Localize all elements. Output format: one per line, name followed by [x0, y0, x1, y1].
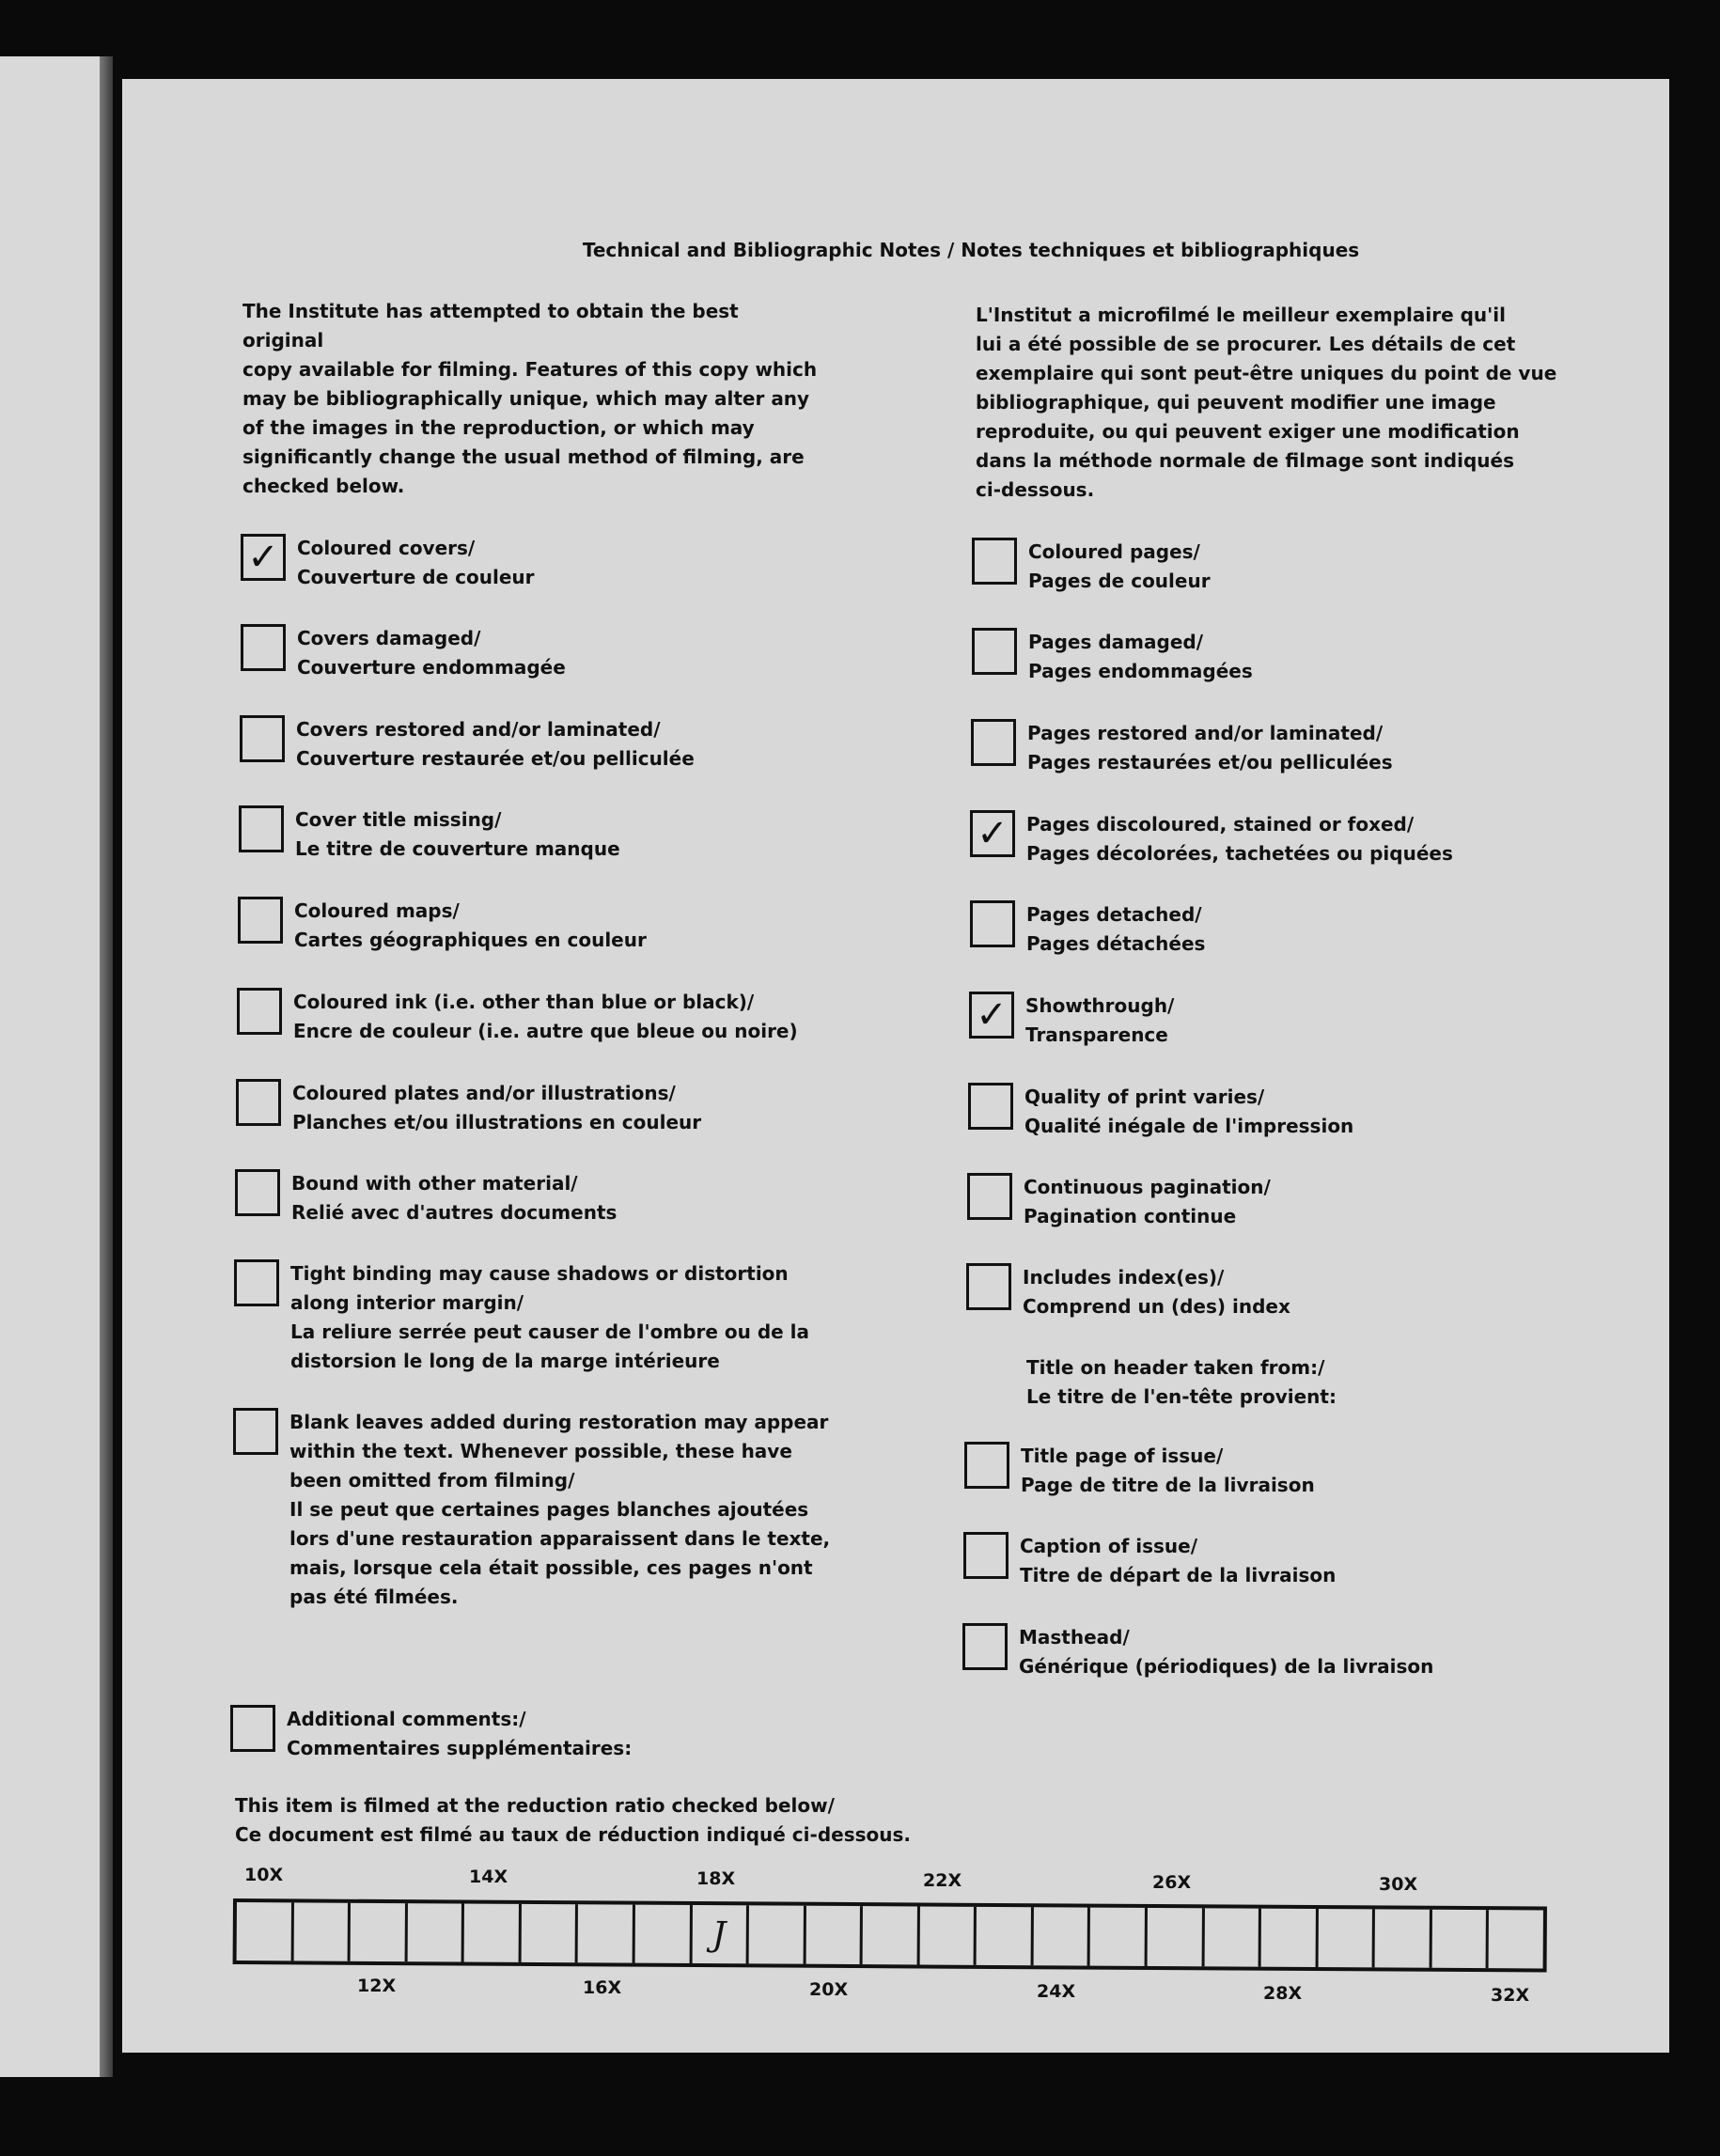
scale-label-bottom: 24X: [1037, 1981, 1076, 2002]
option-showthrough[interactable]: ✓ Showthrough/ Transparence: [969, 992, 1174, 1050]
page-title: Technical and Bibliographic Notes / Notes techniques et bibliographiques: [582, 239, 1360, 261]
scale-cell[interactable]: [1033, 1907, 1090, 1965]
checkbox[interactable]: [970, 900, 1015, 947]
facing-page-edge: [0, 56, 113, 2077]
scale-label-top: 14X: [469, 1867, 508, 1887]
scale-label-top: 22X: [923, 1870, 962, 1891]
scale-cell[interactable]: [351, 1903, 408, 1961]
option-pages-discoloured[interactable]: ✓ Pages discoloured, stained or foxed/ Pages décolorées, tachetées ou piquées: [970, 810, 1453, 868]
option-covers-damaged[interactable]: Covers damaged/ Couverture endommagée: [241, 624, 566, 682]
intro-french: L'Institut a microfilmé le meilleur exemplaire qu'il lui a été possible de se procurer. Les détails de cet exemplaire qui sont peut-être uniques du point de vue bibliographique, qui peuvent modifier une image reproduite, ou qui peuvent exiger une modification dans la méthode normale de filmage sont indiqués ci-dessous.: [976, 304, 1557, 501]
option-quality-of-print[interactable]: Quality of print varies/ Qualité inégale de l'impression: [968, 1083, 1353, 1141]
checkbox[interactable]: [237, 988, 282, 1035]
scale-label-top: 10X: [244, 1865, 284, 1885]
option-masthead[interactable]: Masthead/ Générique (périodiques) de la livraison: [962, 1623, 1433, 1681]
scale-cell[interactable]: [1431, 1910, 1489, 1968]
checkbox[interactable]: [963, 1532, 1009, 1579]
checkbox[interactable]: ✓: [241, 534, 286, 581]
notes-page: [122, 79, 1669, 2053]
scale-cell[interactable]: [635, 1905, 693, 1963]
option-pages-damaged[interactable]: Pages damaged/ Pages endommagées: [972, 628, 1253, 686]
scale-cell[interactable]: [1204, 1908, 1261, 1966]
option-continuous-pagination[interactable]: Continuous pagination/ Pagination continue: [967, 1173, 1271, 1231]
checkbox[interactable]: [972, 628, 1017, 675]
checkbox[interactable]: [234, 1259, 279, 1306]
option-coloured-covers[interactable]: ✓ Coloured covers/ Couverture de couleur: [241, 534, 535, 592]
checkbox[interactable]: [971, 719, 1016, 766]
scale-label-top: 18X: [696, 1868, 736, 1889]
option-pages-detached[interactable]: Pages detached/ Pages détachées: [970, 900, 1205, 959]
scale-cell[interactable]: [1261, 1909, 1319, 1967]
option-additional-comments[interactable]: Additional comments:/ Commentaires supplémentaires:: [230, 1705, 632, 1763]
scale-cell[interactable]: [1090, 1908, 1148, 1966]
scale-cell[interactable]: [1375, 1909, 1432, 1967]
scale-cell[interactable]: [521, 1904, 578, 1962]
scale-cell[interactable]: [464, 1904, 522, 1962]
checkbox[interactable]: [966, 1263, 1011, 1310]
option-coloured-pages[interactable]: Coloured pages/ Pages de couleur: [972, 538, 1211, 596]
option-coloured-ink[interactable]: Coloured ink (i.e. other than blue or black)/ Encre de couleur (i.e. autre que bleue ou noire): [237, 988, 798, 1046]
scale-label-bottom: 20X: [809, 1979, 849, 2000]
scale-cell[interactable]: [977, 1907, 1034, 1965]
option-pages-restored[interactable]: Pages restored and/or laminated/ Pages restaurées et/ou pelliculées: [971, 719, 1393, 777]
option-coloured-plates[interactable]: Coloured plates and/or illustrations/ Planches et/ou illustrations en couleur: [236, 1079, 701, 1137]
option-tight-binding[interactable]: Tight binding may cause shadows or distortion along interior margin/ La reliure serrée peut causer de l'ombre ou de la distorsion le long de la marge intérieure: [234, 1259, 809, 1376]
scale-cell[interactable]: [749, 1905, 806, 1963]
checkbox[interactable]: [239, 805, 284, 852]
checkbox[interactable]: [241, 624, 286, 671]
scale-label-bottom: 32X: [1491, 1985, 1530, 2006]
scale-cell[interactable]: [919, 1906, 977, 1964]
book-spine: [100, 56, 113, 2077]
checkbox[interactable]: [968, 1083, 1013, 1130]
option-caption-of-issue[interactable]: Caption of issue/ Titre de départ de la livraison: [963, 1532, 1336, 1590]
scale-label-bottom: 12X: [357, 1976, 397, 1996]
scale-cell[interactable]: [1489, 1910, 1543, 1968]
option-includes-index[interactable]: Includes index(es)/ Comprend un (des) index: [966, 1263, 1290, 1321]
option-cover-title-missing[interactable]: Cover title missing/ Le titre de couverture manque: [239, 805, 620, 864]
option-blank-leaves[interactable]: Blank leaves added during restoration may appear within the text. Whenever possible, these have been omitted from filming/ Il se peut que certaines pages blanches ajoutées lors d'une restauration apparaissent dans le texte, mais, lorsque cela était possible, ces pages n'ont pas été filmées.: [233, 1408, 830, 1612]
option-covers-restored[interactable]: Covers restored and/or laminated/ Couverture restaurée et/ou pelliculée: [240, 715, 695, 773]
checkbox[interactable]: ✓: [970, 810, 1015, 857]
scale-cell[interactable]: [237, 1902, 294, 1961]
scale-label-bottom: 16X: [583, 1977, 622, 1998]
checkbox[interactable]: [233, 1408, 278, 1455]
option-bound-with-other[interactable]: Bound with other material/ Relié avec d'autres documents: [235, 1169, 617, 1227]
reduction-ratio-note: This item is filmed at the reduction ratio checked below/ Ce document est filmé au taux de réduction indiqué ci-dessous.: [235, 1794, 911, 1846]
scale-cell[interactable]: [293, 1902, 351, 1961]
intro-english: The Institute has attempted to obtain the best original copy available for filming. Features of this copy which may be bibliographically unique, which may alter any of the images in the reproduction, or which may significantly change the usual method of filming, are checked below.: [242, 300, 818, 497]
scale-label-top: 26X: [1152, 1872, 1192, 1893]
scale-cell[interactable]: [1318, 1909, 1375, 1967]
header-title-note: Title on header taken from:/ Le titre de l'en-tête provient:: [1026, 1356, 1337, 1408]
scale-label-top: 30X: [1379, 1874, 1418, 1895]
checkbox[interactable]: [235, 1169, 280, 1216]
checkbox[interactable]: [238, 897, 283, 944]
option-coloured-maps[interactable]: Coloured maps/ Cartes géographiques en couleur: [238, 897, 647, 955]
checkbox[interactable]: [964, 1442, 1009, 1489]
checkbox[interactable]: [962, 1623, 1008, 1670]
scale-label-bottom: 28X: [1263, 1983, 1303, 2004]
scale-cell-checked[interactable]: J: [692, 1905, 749, 1963]
scale-cell[interactable]: [805, 1906, 863, 1964]
checkbox[interactable]: [972, 538, 1017, 585]
checkbox[interactable]: ✓: [969, 992, 1014, 1039]
reduction-scale: [233, 1898, 1547, 1973]
scale-cell[interactable]: [1148, 1908, 1205, 1966]
scale-cell[interactable]: [407, 1903, 464, 1961]
scale-cell[interactable]: [863, 1906, 920, 1964]
checkbox[interactable]: [240, 715, 285, 762]
checkbox[interactable]: [236, 1079, 281, 1126]
checkbox[interactable]: [230, 1705, 275, 1752]
option-title-page-of-issue[interactable]: Title page of issue/ Page de titre de la livraison: [964, 1442, 1315, 1500]
scale-cell[interactable]: [578, 1904, 635, 1962]
checkbox[interactable]: [967, 1173, 1012, 1220]
